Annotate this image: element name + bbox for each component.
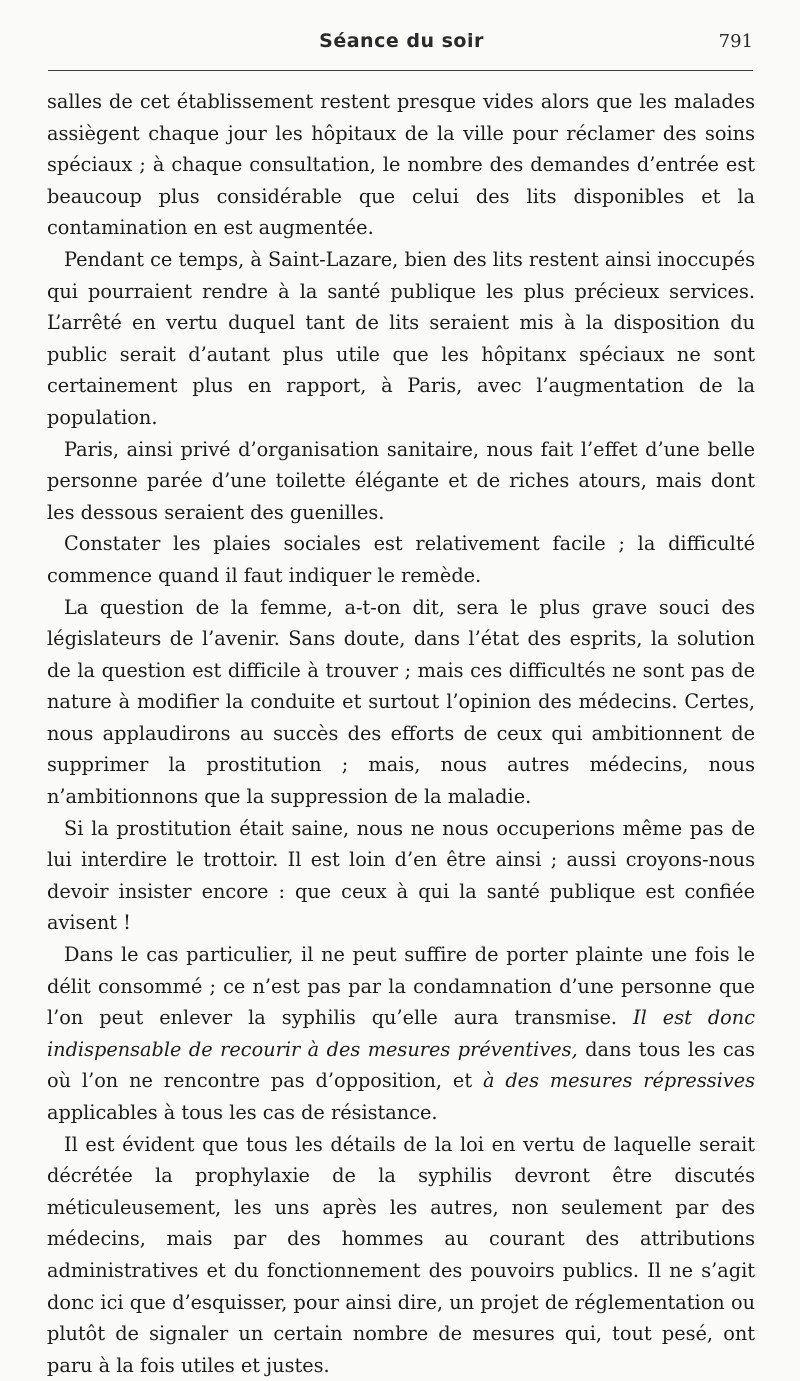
paragraph: Constater les plaies sociales est relativement facile ; la difficulté commence quand il faut indiquer le remède. [47, 532, 755, 587]
paragraph-text: applicables à tous les cas de résistance. [47, 1101, 438, 1124]
header-rule [48, 70, 753, 71]
body-text [47, 86, 755, 1381]
paragraph: Si la prostitution était saine, nous ne nous occuperions même pas de lui interdire le trottoir. Il est loin d’en être ainsi ; aussi croyons-nous devoir insister encore : que ceux à qui la santé publique est confiée avisent ! [47, 816, 755, 935]
paragraph: La question de la femme, a-t-on dit, sera le plus grave souci des législateurs de l’avenir. Sans doute, dans l’état des esprits, la solution de la question est difficile à trouver ; mais ces difficultés ne sont pas de nature à modifier la conduite et surtout l’opinion des médecins. Certes, nous applaudirons au succès des efforts de ceux qui ambitionnent de supprimer la prostitution ; mais, nous autres médecins, nous n’ambitionnons que la suppression de la maladie. [47, 595, 755, 809]
running-head [50, 28, 753, 58]
paragraph: Pendant ce temps, à Saint-Lazare, bien des lits restent ainsi inoccupés qui pourraient rendre à la santé publique les plus précieux services. L’arrêté en vertu duquel tant de lits seraient mis à la disposition du public serait d’autant plus utile que les hôpitanx spéciaux ne sont certainement plus en rapport, à Paris, avec l’augmentation de la population. [47, 247, 755, 429]
paragraph-continued: salles de cet établissement restent presque vides alors que les malades assiègent chaque jour les hôpitaux de la ville pour réclamer des soins spéciaux ; à chaque consultation, le nombre des demandes d’entrée est beaucoup plus considérable que celui des lits disponibles et la contamination en est augmentée. [47, 90, 755, 240]
paragraph-text: Dans le cas particulier, il ne peut suffire de porter plainte une fois le délit consommé ; ce n’est pas par la condamnation d’une personne que l’on peut enlever la syphilis qu’elle aura transmise. [47, 943, 755, 1030]
paragraph: Il est évident que tous les détails de la loi en vertu de laquelle serait décrétée la prophylaxie de la syphilis devront être discutés méticuleusement, les uns après les autres, non seulement par des médecins, mais par des hommes au courant des attributions administratives et du fonctionnement des pouvoirs publics. Il ne s’agit donc ici que d’esquisser, pour ainsi dire, un projet de réglementation ou plutôt de signaler un certain nombre de mesures qui, tout pesé, ont paru à la fois utiles et justes. [47, 1132, 755, 1377]
paragraph: Paris, ainsi privé d’organisation sanitaire, nous fait l’effet d’une belle personne parée d’une toilette élégante et de riches atours, mais dont les dessous seraient des guenilles. [47, 437, 755, 524]
paragraph [47, 939, 755, 1129]
page-number: 791 [718, 31, 753, 52]
paragraph-text: dans tous les cas où l’on ne rencontre pas d’opposition, et [47, 1037, 756, 1093]
emphasis-text: Il est donc indispensable de recourir à des mesures préventives, [47, 1006, 755, 1061]
running-head-title: Séance du soir [319, 30, 484, 52]
emphasis-text: à des mesures répressives [482, 1069, 756, 1093]
